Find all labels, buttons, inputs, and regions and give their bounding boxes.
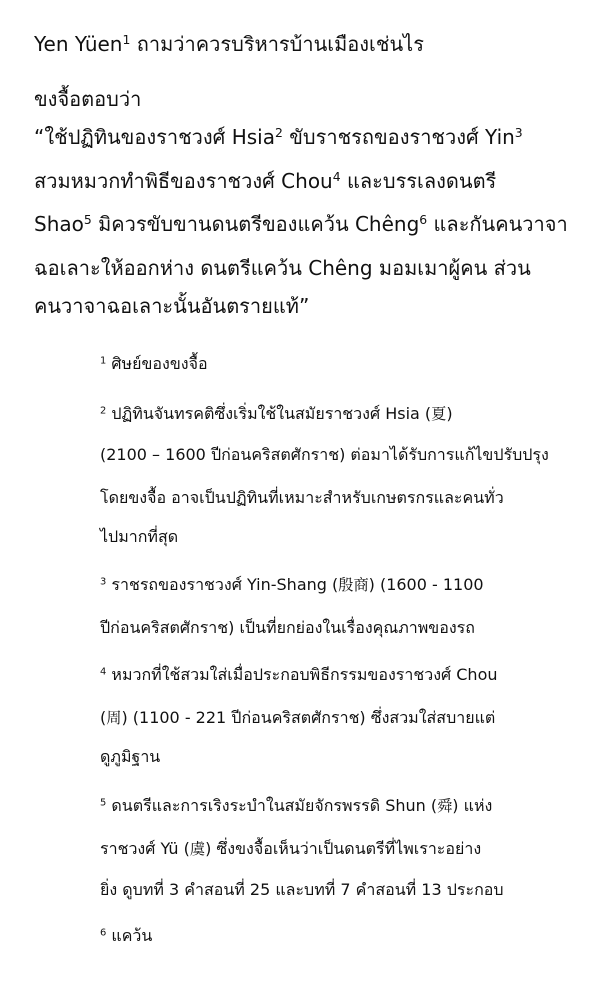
question-speaker: Yen Yüen (34, 32, 123, 56)
footnote-number: 5 (100, 797, 107, 809)
quote-text: สวมหมวกทำพิธีของราชวงศ์ Chou (34, 169, 333, 193)
footnote-6 (100, 924, 152, 949)
footnote-number: 1 (100, 355, 107, 367)
quote-line-3 (34, 214, 568, 234)
footnote-ref-1[interactable]: 1 (122, 32, 131, 48)
footnote-text: ) (1600 - 1100 (368, 575, 484, 594)
footnote-number: 6 (100, 927, 107, 939)
quote-text: ฉอเลาะให้ออกห่าง ดนตรีแคว้น Chêng มอมเมาผู้คน ส่วน (34, 256, 531, 280)
footnote-ref-6[interactable]: 6 (419, 212, 428, 228)
quote-line-1 (34, 127, 523, 147)
chinese-character: 夏 (431, 405, 447, 423)
footnote-text: ราชวงศ์ Yü ( (100, 839, 190, 858)
footnote-number: 4 (100, 666, 107, 678)
footnote-text: โดยขงจื้อ อาจเป็นปฏิทินที่เหมาะสำหรับเกษตรกรและคนทั่ว (100, 488, 504, 507)
chinese-character: 周 (106, 709, 122, 727)
chinese-character: 虞 (189, 840, 206, 858)
footnote-5 (100, 794, 492, 819)
footnote-number: 2 (100, 405, 107, 417)
quote-text: ขับราชรถของราชวงศ์ Yin (282, 125, 515, 149)
footnote-1 (100, 352, 208, 377)
footnote-text: ) (1100 - 221 ปีก่อนคริสตศักราช) ซึ่งสวมใส่สบายแต่ (121, 708, 496, 727)
footnote-text: ไปมากที่สุด (100, 527, 179, 546)
footnote-2-line-2 (100, 443, 549, 468)
footnote-text: ปีก่อนคริสตศักราช) เป็นที่ยกย่องในเรื่องคุณภาพของรถ (100, 618, 475, 637)
footnote-2 (100, 402, 453, 427)
chinese-character: 舜 (437, 797, 453, 815)
footnote-3 (100, 573, 484, 598)
quote-line-2 (34, 171, 496, 191)
footnote-text: ) ซึ่งขงจื้อเห็นว่าเป็นดนตรีที่ไพเราะอย่าง (205, 839, 482, 858)
footnote-text: ยิ่ง ดูบทที่ 3 คำสอนที่ 25 และบทที่ 7 คำสอนที่ 13 ประกอบ (100, 880, 504, 899)
question-line (34, 34, 424, 54)
footnote-ref-2[interactable]: 2 (275, 125, 283, 141)
quote-line-5 (34, 296, 309, 316)
footnote-ref-3[interactable]: 3 (514, 125, 523, 141)
answer-intro (34, 89, 141, 109)
footnote-text: (2100 – 1600 ปีก่อนคริสตศักราช) ต่อมาได้รับการแก้ไขปรับปรุง (100, 445, 549, 464)
quote-text: และบรรเลงดนตรี (340, 169, 497, 193)
footnote-ref-4[interactable]: 4 (332, 169, 341, 185)
footnote-text: ดนตรีและการเริงระบำในสมัยจักรพรรดิ Shun ( (106, 796, 438, 815)
footnote-4-line-3 (100, 745, 160, 770)
quote-text: คนวาจาฉอเลาะนั้นอันตรายแท้” (34, 294, 310, 318)
footnote-ref-5[interactable]: 5 (83, 212, 92, 228)
quote-text: มิควรขับขานดนตรีของแคว้น Chêng (91, 212, 420, 236)
footnote-text: ศิษย์ของขงจื้อ (106, 354, 208, 373)
footnote-text: ) แห่ง (452, 796, 493, 815)
answer-intro-text: ขงจื้อตอบว่า (34, 87, 142, 111)
footnote-4-line-2 (100, 706, 495, 731)
footnote-text: หมวกที่ใช้สวมใส่เมื่อประกอบพิธีกรรมของราชวงศ์ Chou (106, 665, 498, 684)
quote-text: Shao (34, 212, 84, 236)
quote-text: “ใช้ปฏิทินของราชวงศ์ Hsia (34, 125, 275, 149)
footnote-text: ปฏิทินจันทรคติซึ่งเริ่มใช้ในสมัยราชวงศ์ Hsia ( (106, 404, 432, 423)
footnote-5-line-2 (100, 837, 481, 862)
footnote-text: ( (100, 708, 107, 727)
chinese-characters: 殷商 (338, 576, 369, 594)
quote-line-4 (34, 258, 531, 278)
quote-text: และกันคนวาจา (427, 212, 568, 236)
footnote-4 (100, 663, 498, 688)
question-text: ถามว่าควรบริหารบ้านเมืองเช่นไร (130, 32, 424, 56)
footnote-number: 3 (100, 576, 107, 588)
footnote-text: ) (446, 404, 453, 423)
footnote-2-line-3 (100, 486, 504, 511)
footnote-text: ราชรถของราชวงศ์ Yin-Shang ( (106, 575, 339, 594)
footnote-3-line-2 (100, 616, 475, 641)
footnote-2-line-4 (100, 525, 178, 550)
footnote-text: แคว้น (106, 926, 153, 945)
footnote-5-line-3 (100, 878, 504, 903)
footnote-text: ดูภูมิฐาน (100, 747, 161, 766)
